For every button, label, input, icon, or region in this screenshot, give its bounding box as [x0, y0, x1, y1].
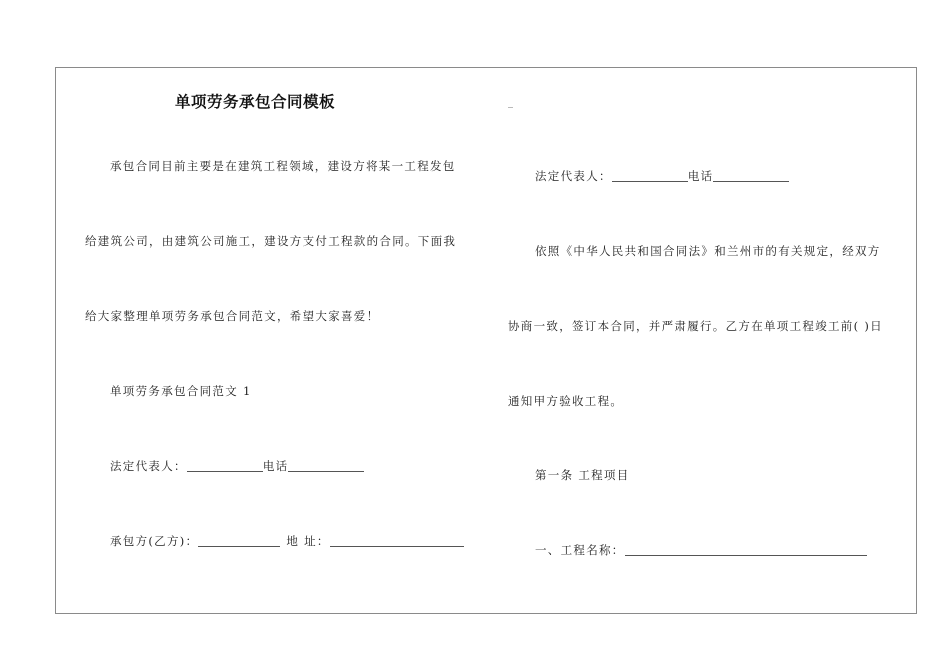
legal-rep-label: 法定代表人：	[535, 169, 612, 183]
basis-line-2: 协商一致，签订本合同，并严肃履行。乙方在单项工程竣工前( )日	[508, 319, 883, 333]
article-1-heading: 第一条 工程项目	[535, 468, 630, 482]
legal-rep-blank[interactable]	[612, 170, 688, 182]
contractor-label: 承包方(乙方)：	[110, 534, 199, 548]
phone-label: 电话	[262, 459, 289, 473]
header-dash: _	[508, 97, 513, 108]
contractor-line	[110, 534, 464, 548]
intro-line-2: 给建筑公司，由建筑公司施工，建设方支付工程款的合同。下面我	[85, 234, 457, 248]
page-frame	[55, 67, 917, 614]
legal-rep-blank[interactable]	[187, 460, 263, 472]
basis-line-1: 依照《中华人民共和国合同法》和兰州市的有关规定，经双方	[535, 244, 881, 258]
left-legal-rep-line	[110, 459, 364, 473]
project-name-line	[535, 543, 867, 557]
intro-line-3: 给大家整理单项劳务承包合同范文，希望大家喜爱！	[85, 309, 380, 323]
address-label: 地 址：	[286, 534, 330, 548]
project-name-label: 一、工程名称：	[535, 543, 625, 557]
basis-line-3: 通知甲方验收工程。	[508, 394, 624, 408]
project-name-blank[interactable]	[625, 544, 867, 556]
contractor-blank[interactable]	[198, 535, 280, 547]
phone-label: 电话	[687, 169, 714, 183]
intro-line-1: 承包合同目前主要是在建筑工程领域，建设方将某一工程发包	[110, 159, 456, 173]
sample-heading: 单项劳务承包合同范文 1	[110, 384, 252, 398]
phone-blank[interactable]	[713, 170, 789, 182]
address-blank[interactable]	[330, 535, 464, 547]
document-title: 单项劳务承包合同模板	[175, 93, 336, 111]
phone-blank[interactable]	[288, 460, 364, 472]
legal-rep-label: 法定代表人：	[110, 459, 187, 473]
right-legal-rep-line	[535, 169, 789, 183]
